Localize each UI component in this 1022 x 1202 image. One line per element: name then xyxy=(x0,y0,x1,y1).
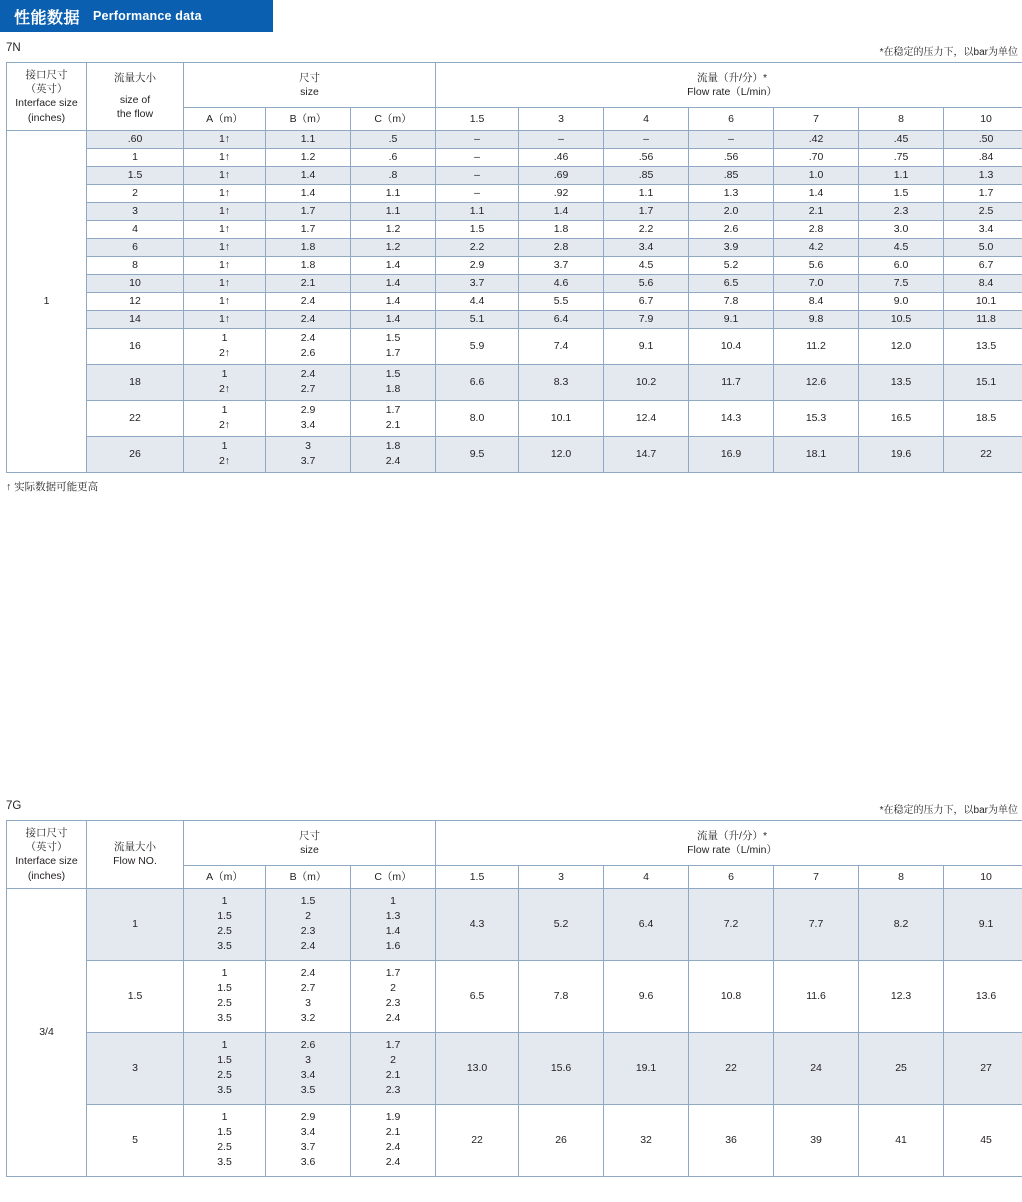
header-pressure-7: 10 xyxy=(944,865,1022,888)
cell-flow-size: .60 xyxy=(87,130,184,148)
cell-flowrate-2: 10.1 xyxy=(519,400,604,436)
header-size-group xyxy=(184,821,436,866)
cell-flowrate-3: 12.4 xyxy=(604,400,689,436)
header-size-cn: 尺寸 xyxy=(299,829,321,842)
cell-flowrate-5: .70 xyxy=(774,148,859,166)
cell-dim-c: 1.4 xyxy=(351,310,436,328)
header-dim-a: A（m） xyxy=(184,107,266,130)
cell-flowrate-5: 9.8 xyxy=(774,310,859,328)
cell-dim-a: 1↑ xyxy=(184,130,266,148)
header-interface-cn: 接口尺寸 xyxy=(25,69,68,81)
cell-flowrate-1: 2.9 xyxy=(436,256,519,274)
header-dim-c: C（m） xyxy=(351,865,436,888)
cell-flowrate-6: 13.5 xyxy=(859,364,944,400)
cell-flowrate-6: 1.5 xyxy=(859,184,944,202)
table-row xyxy=(7,256,1022,274)
header-flow-en2: the flow xyxy=(116,108,154,121)
header-pressure-2: 3 xyxy=(519,107,604,130)
cell-dim-c: 1.4 xyxy=(351,292,436,310)
cell-flowrate-6: .75 xyxy=(859,148,944,166)
cell-flowrate-3: 1.7 xyxy=(604,202,689,220)
cell-flowrate-6: 41 xyxy=(859,1104,944,1176)
cell-flowrate-7: 8.4 xyxy=(944,274,1022,292)
table-row xyxy=(7,184,1022,202)
cell-flow-size: 3 xyxy=(87,202,184,220)
cell-dim-b: 2.4 2.7 xyxy=(266,364,351,400)
cell-dim-b: 2.4 2.7 3 3.2 xyxy=(266,960,351,1032)
cell-dim-a: 1 2↑ xyxy=(184,400,266,436)
header-pressure-2: 3 xyxy=(519,865,604,888)
cell-dim-b: 2.4 xyxy=(266,292,351,310)
cell-flow-size: 5 xyxy=(87,1104,184,1176)
table-row xyxy=(7,888,1022,960)
cell-flowrate-3: 5.6 xyxy=(604,274,689,292)
cell-flowrate-4: – xyxy=(689,130,774,148)
cell-dim-c: 1.7 2 2.3 2.4 xyxy=(351,960,436,1032)
cell-flowrate-4: 2.0 xyxy=(689,202,774,220)
cell-flowrate-2: .69 xyxy=(519,166,604,184)
cell-dim-c: 1.9 2.1 2.4 2.4 xyxy=(351,1104,436,1176)
cell-flowrate-1: – xyxy=(436,130,519,148)
cell-interface-size: 3/4 xyxy=(7,888,87,1176)
cell-flowrate-5: 1.0 xyxy=(774,166,859,184)
cell-flowrate-1: 13.0 xyxy=(436,1032,519,1104)
cell-flowrate-4: 10.4 xyxy=(689,328,774,364)
header-flow-en: Flow NO. xyxy=(113,855,157,868)
header-dim-c: C（m） xyxy=(351,107,436,130)
cell-flowrate-6: 25 xyxy=(859,1032,944,1104)
cell-flowrate-5: .42 xyxy=(774,130,859,148)
cell-flowrate-4: .85 xyxy=(689,166,774,184)
cell-flowrate-2: 1.8 xyxy=(519,220,604,238)
cell-flowrate-7: 3.4 xyxy=(944,220,1022,238)
cell-dim-c: 1.1 xyxy=(351,202,436,220)
cell-flowrate-4: 9.1 xyxy=(689,310,774,328)
section-7g-code: 7G xyxy=(6,800,22,812)
cell-flowrate-1: 9.5 xyxy=(436,436,519,472)
table-row xyxy=(7,364,1022,400)
header-interface-cn: 接口尺寸 xyxy=(25,827,68,839)
header-flowrate-cn: 流量（升/分）* xyxy=(697,71,768,84)
cell-dim-a: 1↑ xyxy=(184,256,266,274)
table-row xyxy=(7,202,1022,220)
section-7g-head xyxy=(6,800,1018,818)
cell-flowrate-1: – xyxy=(436,184,519,202)
cell-dim-b: 1.8 xyxy=(266,238,351,256)
cell-flowrate-4: 16.9 xyxy=(689,436,774,472)
table-row xyxy=(7,130,1022,148)
cell-flowrate-7: 1.7 xyxy=(944,184,1022,202)
cell-flowrate-2: 12.0 xyxy=(519,436,604,472)
cell-flowrate-4: 6.5 xyxy=(689,274,774,292)
header-dim-b: B（m） xyxy=(266,107,351,130)
table-row xyxy=(7,1032,1022,1104)
cell-flowrate-3: 7.9 xyxy=(604,310,689,328)
cell-flowrate-3: 3.4 xyxy=(604,238,689,256)
cell-flowrate-4: 1.3 xyxy=(689,184,774,202)
cell-flowrate-4: 3.9 xyxy=(689,238,774,256)
cell-dim-c: 1.2 xyxy=(351,220,436,238)
cell-flowrate-3: 10.2 xyxy=(604,364,689,400)
cell-flowrate-6: 9.0 xyxy=(859,292,944,310)
cell-dim-a: 1↑ xyxy=(184,184,266,202)
header-interface-en: Interface size xyxy=(15,855,78,868)
cell-flow-size: 16 xyxy=(87,328,184,364)
header-flowrate-group xyxy=(436,63,1022,108)
header-flow-en: size of xyxy=(119,94,151,107)
cell-dim-a: 1 2↑ xyxy=(184,328,266,364)
cell-dim-b: 1.4 xyxy=(266,166,351,184)
cell-dim-a: 1 1.5 2.5 3.5 xyxy=(184,1032,266,1104)
header-pressure-3: 4 xyxy=(604,865,689,888)
cell-flowrate-6: 12.3 xyxy=(859,960,944,1032)
cell-dim-a: 1↑ xyxy=(184,310,266,328)
cell-flowrate-2: 2.8 xyxy=(519,238,604,256)
cell-dim-c: 1.2 xyxy=(351,238,436,256)
cell-dim-a: 1↑ xyxy=(184,274,266,292)
table-row xyxy=(7,274,1022,292)
cell-dim-c: .5 xyxy=(351,130,436,148)
header-pressure-1: 1.5 xyxy=(436,107,519,130)
cell-dim-a: 1↑ xyxy=(184,148,266,166)
header-pressure-1: 1.5 xyxy=(436,865,519,888)
cell-dim-b: 2.9 3.4 3.7 3.6 xyxy=(266,1104,351,1176)
cell-flowrate-1: 5.1 xyxy=(436,310,519,328)
banner-title-en: Performance data xyxy=(93,9,202,23)
header-size-en: size xyxy=(300,843,319,856)
cell-flowrate-5: 12.6 xyxy=(774,364,859,400)
cell-flowrate-6: 7.5 xyxy=(859,274,944,292)
cell-flowrate-2: 3.7 xyxy=(519,256,604,274)
cell-flowrate-2: 1.4 xyxy=(519,202,604,220)
table-body-7g xyxy=(7,888,1022,1176)
cell-flowrate-5: 5.6 xyxy=(774,256,859,274)
header-interface-size xyxy=(7,821,87,889)
cell-flowrate-2: 26 xyxy=(519,1104,604,1176)
cell-flowrate-4: .56 xyxy=(689,148,774,166)
cell-dim-c: 1.5 1.8 xyxy=(351,364,436,400)
cell-flowrate-5: 7.7 xyxy=(774,888,859,960)
cell-flowrate-5: 11.6 xyxy=(774,960,859,1032)
cell-flowrate-7: 18.5 xyxy=(944,400,1022,436)
cell-flowrate-1: 6.6 xyxy=(436,364,519,400)
cell-flowrate-3: 4.5 xyxy=(604,256,689,274)
cell-flowrate-5: 7.0 xyxy=(774,274,859,292)
cell-dim-c: 1.8 2.4 xyxy=(351,436,436,472)
cell-dim-a: 1 1.5 2.5 3.5 xyxy=(184,1104,266,1176)
footnote-7n: ↑ 实际数据可能更高 xyxy=(6,480,99,493)
cell-flowrate-7: 1.3 xyxy=(944,166,1022,184)
cell-flowrate-6: 2.3 xyxy=(859,202,944,220)
cell-flowrate-3: – xyxy=(604,130,689,148)
cell-flowrate-6: 8.2 xyxy=(859,888,944,960)
cell-dim-c: 1.4 xyxy=(351,256,436,274)
section-7n-code: 7N xyxy=(6,42,21,54)
table-row xyxy=(7,1104,1022,1176)
cell-flow-size: 26 xyxy=(87,436,184,472)
cell-flowrate-1: 2.2 xyxy=(436,238,519,256)
header-flow-cn: 流量大小 xyxy=(114,72,156,85)
cell-flowrate-3: 1.1 xyxy=(604,184,689,202)
table-row xyxy=(7,238,1022,256)
cell-flow-size: 6 xyxy=(87,238,184,256)
table-body-7n xyxy=(7,130,1022,472)
cell-flowrate-2: 4.6 xyxy=(519,274,604,292)
cell-dim-c: .8 xyxy=(351,166,436,184)
cell-flowrate-2: 7.4 xyxy=(519,328,604,364)
cell-dim-b: 1.1 xyxy=(266,130,351,148)
cell-flowrate-4: 14.3 xyxy=(689,400,774,436)
table-row xyxy=(7,328,1022,364)
cell-flowrate-1: – xyxy=(436,166,519,184)
cell-flowrate-1: 6.5 xyxy=(436,960,519,1032)
cell-flowrate-5: 15.3 xyxy=(774,400,859,436)
cell-flowrate-4: 10.8 xyxy=(689,960,774,1032)
cell-flowrate-1: 1.5 xyxy=(436,220,519,238)
cell-flowrate-7: 45 xyxy=(944,1104,1022,1176)
table-row xyxy=(7,436,1022,472)
cell-dim-a: 1↑ xyxy=(184,292,266,310)
cell-flowrate-6: 1.1 xyxy=(859,166,944,184)
cell-flowrate-7: 11.8 xyxy=(944,310,1022,328)
header-interface-en: Interface size xyxy=(15,97,78,110)
cell-dim-b: 1.8 xyxy=(266,256,351,274)
cell-flow-size: 1 xyxy=(87,888,184,960)
cell-flowrate-1: – xyxy=(436,148,519,166)
cell-flowrate-3: 9.6 xyxy=(604,960,689,1032)
table-row xyxy=(7,400,1022,436)
cell-dim-b: 2.9 3.4 xyxy=(266,400,351,436)
performance-data-banner xyxy=(0,0,273,32)
header-pressure-7: 10 xyxy=(944,107,1022,130)
cell-dim-c: 1.4 xyxy=(351,274,436,292)
header-pressure-6: 8 xyxy=(859,865,944,888)
cell-flowrate-4: 7.8 xyxy=(689,292,774,310)
header-flowrate-en: Flow rate（L/min） xyxy=(687,85,777,98)
cell-flowrate-7: .84 xyxy=(944,148,1022,166)
table-row xyxy=(7,148,1022,166)
section-7g-note: *在稳定的压力下，以bar为单位 xyxy=(879,805,1018,816)
cell-flowrate-7: 13.5 xyxy=(944,328,1022,364)
table-row xyxy=(7,166,1022,184)
cell-dim-a: 1↑ xyxy=(184,166,266,184)
cell-flow-size: 22 xyxy=(87,400,184,436)
cell-flowrate-3: 2.2 xyxy=(604,220,689,238)
cell-flowrate-4: 5.2 xyxy=(689,256,774,274)
cell-flow-size: 14 xyxy=(87,310,184,328)
header-pressure-5: 7 xyxy=(774,107,859,130)
cell-dim-b: 3 3.7 xyxy=(266,436,351,472)
cell-flowrate-6: 10.5 xyxy=(859,310,944,328)
cell-flowrate-3: .85 xyxy=(604,166,689,184)
header-interface-cn2: （英寸） xyxy=(25,841,68,854)
cell-flowrate-5: 8.4 xyxy=(774,292,859,310)
cell-flowrate-5: 39 xyxy=(774,1104,859,1176)
cell-flow-size: 12 xyxy=(87,292,184,310)
cell-flowrate-1: 8.0 xyxy=(436,400,519,436)
cell-flow-size: 3 xyxy=(87,1032,184,1104)
cell-flow-size: 1 xyxy=(87,148,184,166)
cell-flowrate-2: 7.8 xyxy=(519,960,604,1032)
header-flowrate-en: Flow rate（L/min） xyxy=(687,843,777,856)
cell-dim-c: 1 1.3 1.4 1.6 xyxy=(351,888,436,960)
cell-flowrate-2: 15.6 xyxy=(519,1032,604,1104)
cell-flowrate-7: 6.7 xyxy=(944,256,1022,274)
cell-flowrate-6: 19.6 xyxy=(859,436,944,472)
header-pressure-6: 8 xyxy=(859,107,944,130)
cell-flowrate-5: 2.1 xyxy=(774,202,859,220)
cell-dim-a: 1 2↑ xyxy=(184,436,266,472)
table-header-row xyxy=(7,63,1022,108)
header-size-en: size xyxy=(300,85,319,98)
table-row xyxy=(7,310,1022,328)
cell-flowrate-5: 4.2 xyxy=(774,238,859,256)
cell-dim-c: 1.7 2 2.1 2.3 xyxy=(351,1032,436,1104)
section-7n-note: *在稳定的压力下，以bar为单位 xyxy=(879,47,1018,58)
header-size-cn: 尺寸 xyxy=(299,71,321,84)
cell-flowrate-1: 5.9 xyxy=(436,328,519,364)
header-flow-cn: 流量大小 xyxy=(114,841,156,854)
performance-table-7g xyxy=(6,820,1022,1177)
cell-dim-b: 2.4 xyxy=(266,310,351,328)
cell-flowrate-4: 2.6 xyxy=(689,220,774,238)
cell-dim-c: 1.7 2.1 xyxy=(351,400,436,436)
cell-flow-size: 18 xyxy=(87,364,184,400)
cell-flowrate-2: .46 xyxy=(519,148,604,166)
cell-dim-c: 1.5 1.7 xyxy=(351,328,436,364)
cell-dim-b: 1.2 xyxy=(266,148,351,166)
cell-flowrate-3: 6.7 xyxy=(604,292,689,310)
header-pressure-3: 4 xyxy=(604,107,689,130)
cell-flowrate-7: 15.1 xyxy=(944,364,1022,400)
cell-flowrate-7: 5.0 xyxy=(944,238,1022,256)
cell-flowrate-6: 16.5 xyxy=(859,400,944,436)
cell-flowrate-5: 24 xyxy=(774,1032,859,1104)
header-interface-en2: (inches) xyxy=(27,869,66,882)
cell-flow-size: 4 xyxy=(87,220,184,238)
cell-flowrate-6: 4.5 xyxy=(859,238,944,256)
cell-flowrate-1: 1.1 xyxy=(436,202,519,220)
header-dim-a: A（m） xyxy=(184,865,266,888)
cell-flowrate-6: 12.0 xyxy=(859,328,944,364)
table-row xyxy=(7,220,1022,238)
cell-flowrate-2: 5.2 xyxy=(519,888,604,960)
cell-flowrate-7: 13.6 xyxy=(944,960,1022,1032)
table-row xyxy=(7,960,1022,1032)
cell-flow-size: 1.5 xyxy=(87,960,184,1032)
cell-flowrate-3: 32 xyxy=(604,1104,689,1176)
header-flowrate-cn: 流量（升/分）* xyxy=(697,829,768,842)
cell-flowrate-7: 9.1 xyxy=(944,888,1022,960)
cell-flowrate-4: 22 xyxy=(689,1032,774,1104)
banner-title-cn: 性能数据 xyxy=(14,9,81,27)
cell-flowrate-5: 2.8 xyxy=(774,220,859,238)
cell-flowrate-7: .50 xyxy=(944,130,1022,148)
header-pressure-5: 7 xyxy=(774,865,859,888)
header-pressure-4: 6 xyxy=(689,865,774,888)
header-flowrate-group xyxy=(436,821,1022,866)
cell-flow-size: 8 xyxy=(87,256,184,274)
cell-dim-a: 1 2↑ xyxy=(184,364,266,400)
cell-flow-size: 1.5 xyxy=(87,166,184,184)
cell-flow-size: 10 xyxy=(87,274,184,292)
cell-dim-b: 1.7 xyxy=(266,220,351,238)
cell-dim-b: 1.4 xyxy=(266,184,351,202)
cell-flowrate-3: 19.1 xyxy=(604,1032,689,1104)
section-7g xyxy=(6,800,1018,1177)
header-interface-size xyxy=(7,63,87,131)
cell-flowrate-5: 11.2 xyxy=(774,328,859,364)
cell-flowrate-4: 36 xyxy=(689,1104,774,1176)
header-flow-size xyxy=(87,63,184,131)
cell-dim-a: 1↑ xyxy=(184,202,266,220)
header-pressure-4: 6 xyxy=(689,107,774,130)
cell-dim-c: 1.1 xyxy=(351,184,436,202)
cell-dim-a: 1 1.5 2.5 3.5 xyxy=(184,960,266,1032)
header-dim-b: B（m） xyxy=(266,865,351,888)
cell-flowrate-1: 22 xyxy=(436,1104,519,1176)
cell-flowrate-2: – xyxy=(519,130,604,148)
cell-flowrate-7: 2.5 xyxy=(944,202,1022,220)
cell-dim-a: 1↑ xyxy=(184,220,266,238)
cell-flowrate-7: 10.1 xyxy=(944,292,1022,310)
cell-flowrate-3: 14.7 xyxy=(604,436,689,472)
cell-flowrate-2: 6.4 xyxy=(519,310,604,328)
cell-dim-b: 2.6 3 3.4 3.5 xyxy=(266,1032,351,1104)
cell-flowrate-1: 3.7 xyxy=(436,274,519,292)
header-interface-cn2: （英寸） xyxy=(25,83,68,96)
header-size-group xyxy=(184,63,436,108)
cell-dim-b: 1.5 2 2.3 2.4 xyxy=(266,888,351,960)
section-7n xyxy=(6,42,1018,493)
cell-flowrate-2: 5.5 xyxy=(519,292,604,310)
cell-dim-c: .6 xyxy=(351,148,436,166)
cell-dim-b: 2.1 xyxy=(266,274,351,292)
header-flow-size xyxy=(87,821,184,889)
cell-flowrate-4: 7.2 xyxy=(689,888,774,960)
cell-flowrate-5: 1.4 xyxy=(774,184,859,202)
cell-flowrate-6: 6.0 xyxy=(859,256,944,274)
cell-dim-b: 1.7 xyxy=(266,202,351,220)
cell-flowrate-2: 8.3 xyxy=(519,364,604,400)
header-interface-en2: (inches) xyxy=(27,111,66,124)
cell-flowrate-3: 9.1 xyxy=(604,328,689,364)
cell-flowrate-2: .92 xyxy=(519,184,604,202)
cell-flowrate-3: .56 xyxy=(604,148,689,166)
cell-flow-size: 2 xyxy=(87,184,184,202)
cell-flowrate-3: 6.4 xyxy=(604,888,689,960)
performance-table-7n xyxy=(6,62,1022,473)
cell-flowrate-6: .45 xyxy=(859,130,944,148)
cell-flowrate-1: 4.3 xyxy=(436,888,519,960)
cell-flowrate-4: 11.7 xyxy=(689,364,774,400)
cell-dim-b: 2.4 2.6 xyxy=(266,328,351,364)
cell-flowrate-6: 3.0 xyxy=(859,220,944,238)
cell-flowrate-1: 4.4 xyxy=(436,292,519,310)
cell-flowrate-7: 22 xyxy=(944,436,1022,472)
section-7n-head xyxy=(6,42,1018,60)
table-header-row xyxy=(7,821,1022,866)
table-row xyxy=(7,292,1022,310)
cell-flowrate-5: 18.1 xyxy=(774,436,859,472)
cell-dim-a: 1 1.5 2.5 3.5 xyxy=(184,888,266,960)
cell-flowrate-7: 27 xyxy=(944,1032,1022,1104)
cell-dim-a: 1↑ xyxy=(184,238,266,256)
cell-interface-size: 1 xyxy=(7,130,87,472)
